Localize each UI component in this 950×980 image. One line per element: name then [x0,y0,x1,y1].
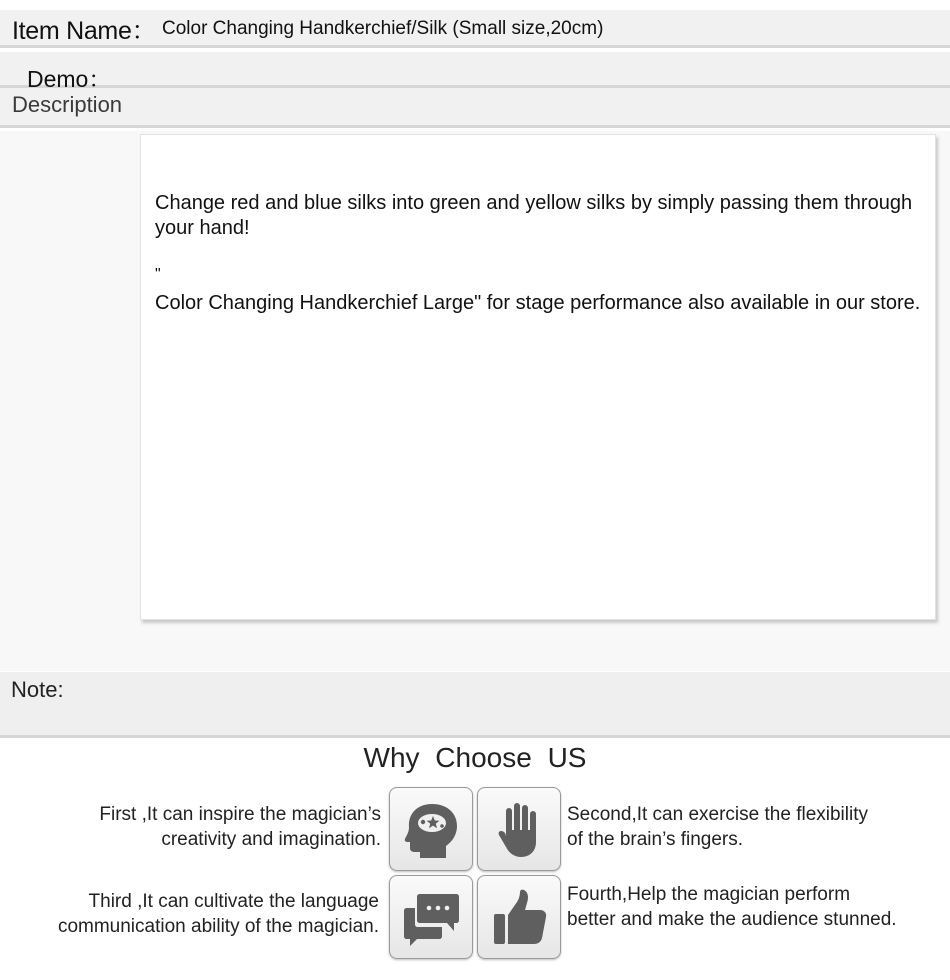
demo-label: Demo： [27,66,112,92]
reason-line: Second,It can exercise the flexibility [567,804,868,825]
thumbs-up-icon [490,888,550,948]
demo-bar [0,52,950,88]
reason-line: better and make the audience stunned. [567,909,897,930]
description-paragraph: Change red and blue silks into green and yellow silks by simply passing them through your hand! [155,192,913,239]
reason-line: First ,It can inspire the magician’s [99,804,381,825]
description-quote-mark: " [155,266,161,283]
reason-second [567,802,868,852]
description-label: Description [12,92,123,117]
note-bar [0,672,950,738]
why-choose-us-section [0,740,950,980]
hand-icon [490,800,550,860]
reason-third [58,889,379,939]
hand-tile [477,787,561,871]
description-bar [0,88,950,128]
reason-fourth [567,882,897,932]
reason-line: communication ability of the magician. [57,916,379,937]
chat-bubbles-icon [402,888,462,948]
brain-tile [389,787,473,871]
brain-head-icon [402,800,462,860]
item-name-value: Color Changing Handkerchief/Silk (Small size,20cm) [162,18,604,39]
reason-line: creativity and imagination. [161,829,381,850]
item-name-label: Item Name： [12,17,157,45]
reason-line: Fourth,Help the magician perform [567,884,851,905]
note-label: Note: [11,677,64,702]
chat-tile [389,875,473,959]
reason-line: Third ,It can cultivate the language [88,891,379,912]
reason-first [99,802,381,852]
reason-line: of the brain’s fingers. [567,829,744,850]
why-choose-us-title: Why Choose US [363,742,587,773]
description-paragraph: Color Changing Handkerchief Large" for stage performance also available in our store. [155,292,921,314]
thumbs-up-tile [477,875,561,959]
